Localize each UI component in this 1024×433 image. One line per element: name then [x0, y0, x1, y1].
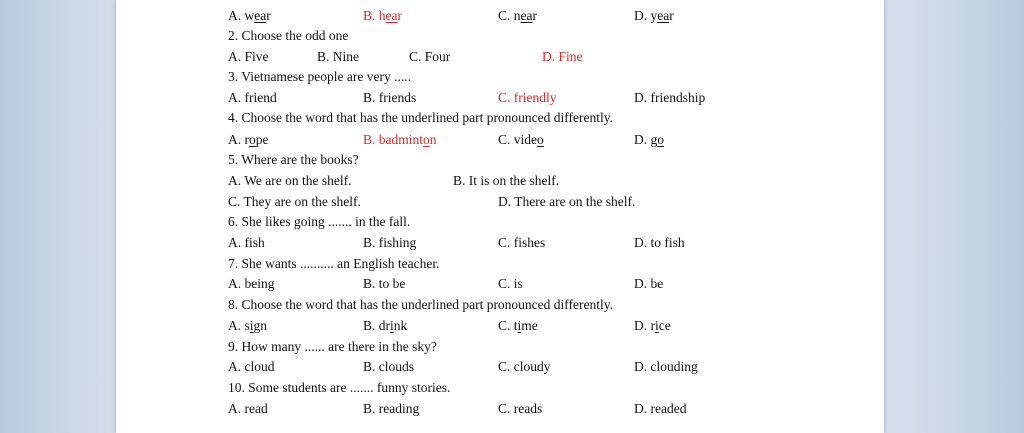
- q9-option-d: D. clouding: [634, 359, 698, 374]
- q9-text: 9. How many ...... are there in the sky?: [228, 339, 437, 354]
- q8-option-b: B. drink: [363, 318, 408, 333]
- document-page: [116, 0, 884, 433]
- q7-option-c: C. is: [498, 276, 523, 291]
- q1-option-b: B. hear: [363, 8, 402, 23]
- q10-option-c: C. reads: [498, 401, 543, 416]
- q5-option-c: C. They are on the shelf.: [228, 194, 361, 209]
- q4-option-c: C. video: [498, 132, 544, 147]
- q10-option-b: B. reading: [363, 401, 420, 416]
- q5-option-b: B. It is on the shelf.: [453, 173, 560, 188]
- q1-options: [116, 6, 884, 26]
- q8-options: [116, 316, 884, 336]
- q5-text: 5. Where are the books?: [228, 152, 359, 167]
- q9-option-a: A. cloud: [228, 359, 275, 374]
- q9-options: [116, 357, 884, 377]
- q5-option-d: D. There are on the shelf.: [498, 194, 636, 209]
- q6-option-b: B. fishing: [363, 235, 417, 250]
- q7-text: 7. She wants .......... an English teacher.: [228, 256, 440, 271]
- q3-option-d: D. friendship: [634, 90, 706, 105]
- q2-option-c: C. Four: [409, 49, 451, 64]
- q10-option-a: A. read: [228, 401, 268, 416]
- q8-option-d: D. rice: [634, 318, 671, 333]
- q2-option-d: D. Fine: [542, 49, 583, 64]
- q1-option-d: D. year: [634, 8, 674, 23]
- q8-text: 8. Choose the word that has the underlined part pronounced differently.: [228, 297, 614, 312]
- q5-options-row2: [116, 192, 884, 212]
- q7-option-d: D. be: [634, 276, 664, 291]
- q2-option-b: B. Nine: [317, 49, 359, 64]
- q9-option-b: B. clouds: [363, 359, 415, 374]
- q4-option-b: B. badminton: [363, 132, 437, 147]
- q6-option-a: A. fish: [228, 235, 265, 250]
- q5-option-a: A. We are on the shelf.: [228, 173, 352, 188]
- q7-options: [116, 274, 884, 294]
- q4-option-d: D. go: [634, 132, 664, 147]
- q10-options: [116, 399, 884, 419]
- q7-option-b: B. to be: [363, 276, 406, 291]
- q3-options: [116, 88, 884, 108]
- q8-option-c: C. time: [498, 318, 538, 333]
- q2-text: 2. Choose the odd one: [228, 28, 349, 43]
- q6-option-d: D. to fish: [634, 235, 685, 250]
- q6-options: [116, 233, 884, 253]
- q6-option-c: C. fishes: [498, 235, 546, 250]
- q1-option-a: A. wear: [228, 8, 271, 23]
- q3-text: 3. Vietnamese people are very .....: [228, 69, 411, 84]
- q2-options: [116, 47, 884, 67]
- q1-option-c: C. near: [498, 8, 537, 23]
- q4-option-a: A. rope: [228, 132, 269, 147]
- q5-options-row1: [116, 171, 884, 191]
- q2-option-a: A. Five: [228, 49, 269, 64]
- q10-option-d: D. readed: [634, 401, 687, 416]
- q4-options: [116, 130, 884, 150]
- q9-option-c: C. cloudy: [498, 359, 551, 374]
- q4-text: 4. Choose the word that has the underlined part pronounced differently.: [228, 110, 614, 125]
- q6-text: 6. She likes going ....... in the fall.: [228, 214, 411, 229]
- q10-text: 10. Some students are ....... funny stories.: [228, 380, 451, 395]
- q3-option-c: C. friendly: [498, 90, 557, 105]
- q3-option-b: B. friends: [363, 90, 417, 105]
- q8-option-a: A. sign: [228, 318, 268, 333]
- q3-option-a: A. friend: [228, 90, 277, 105]
- q7-option-a: A. being: [228, 276, 275, 291]
